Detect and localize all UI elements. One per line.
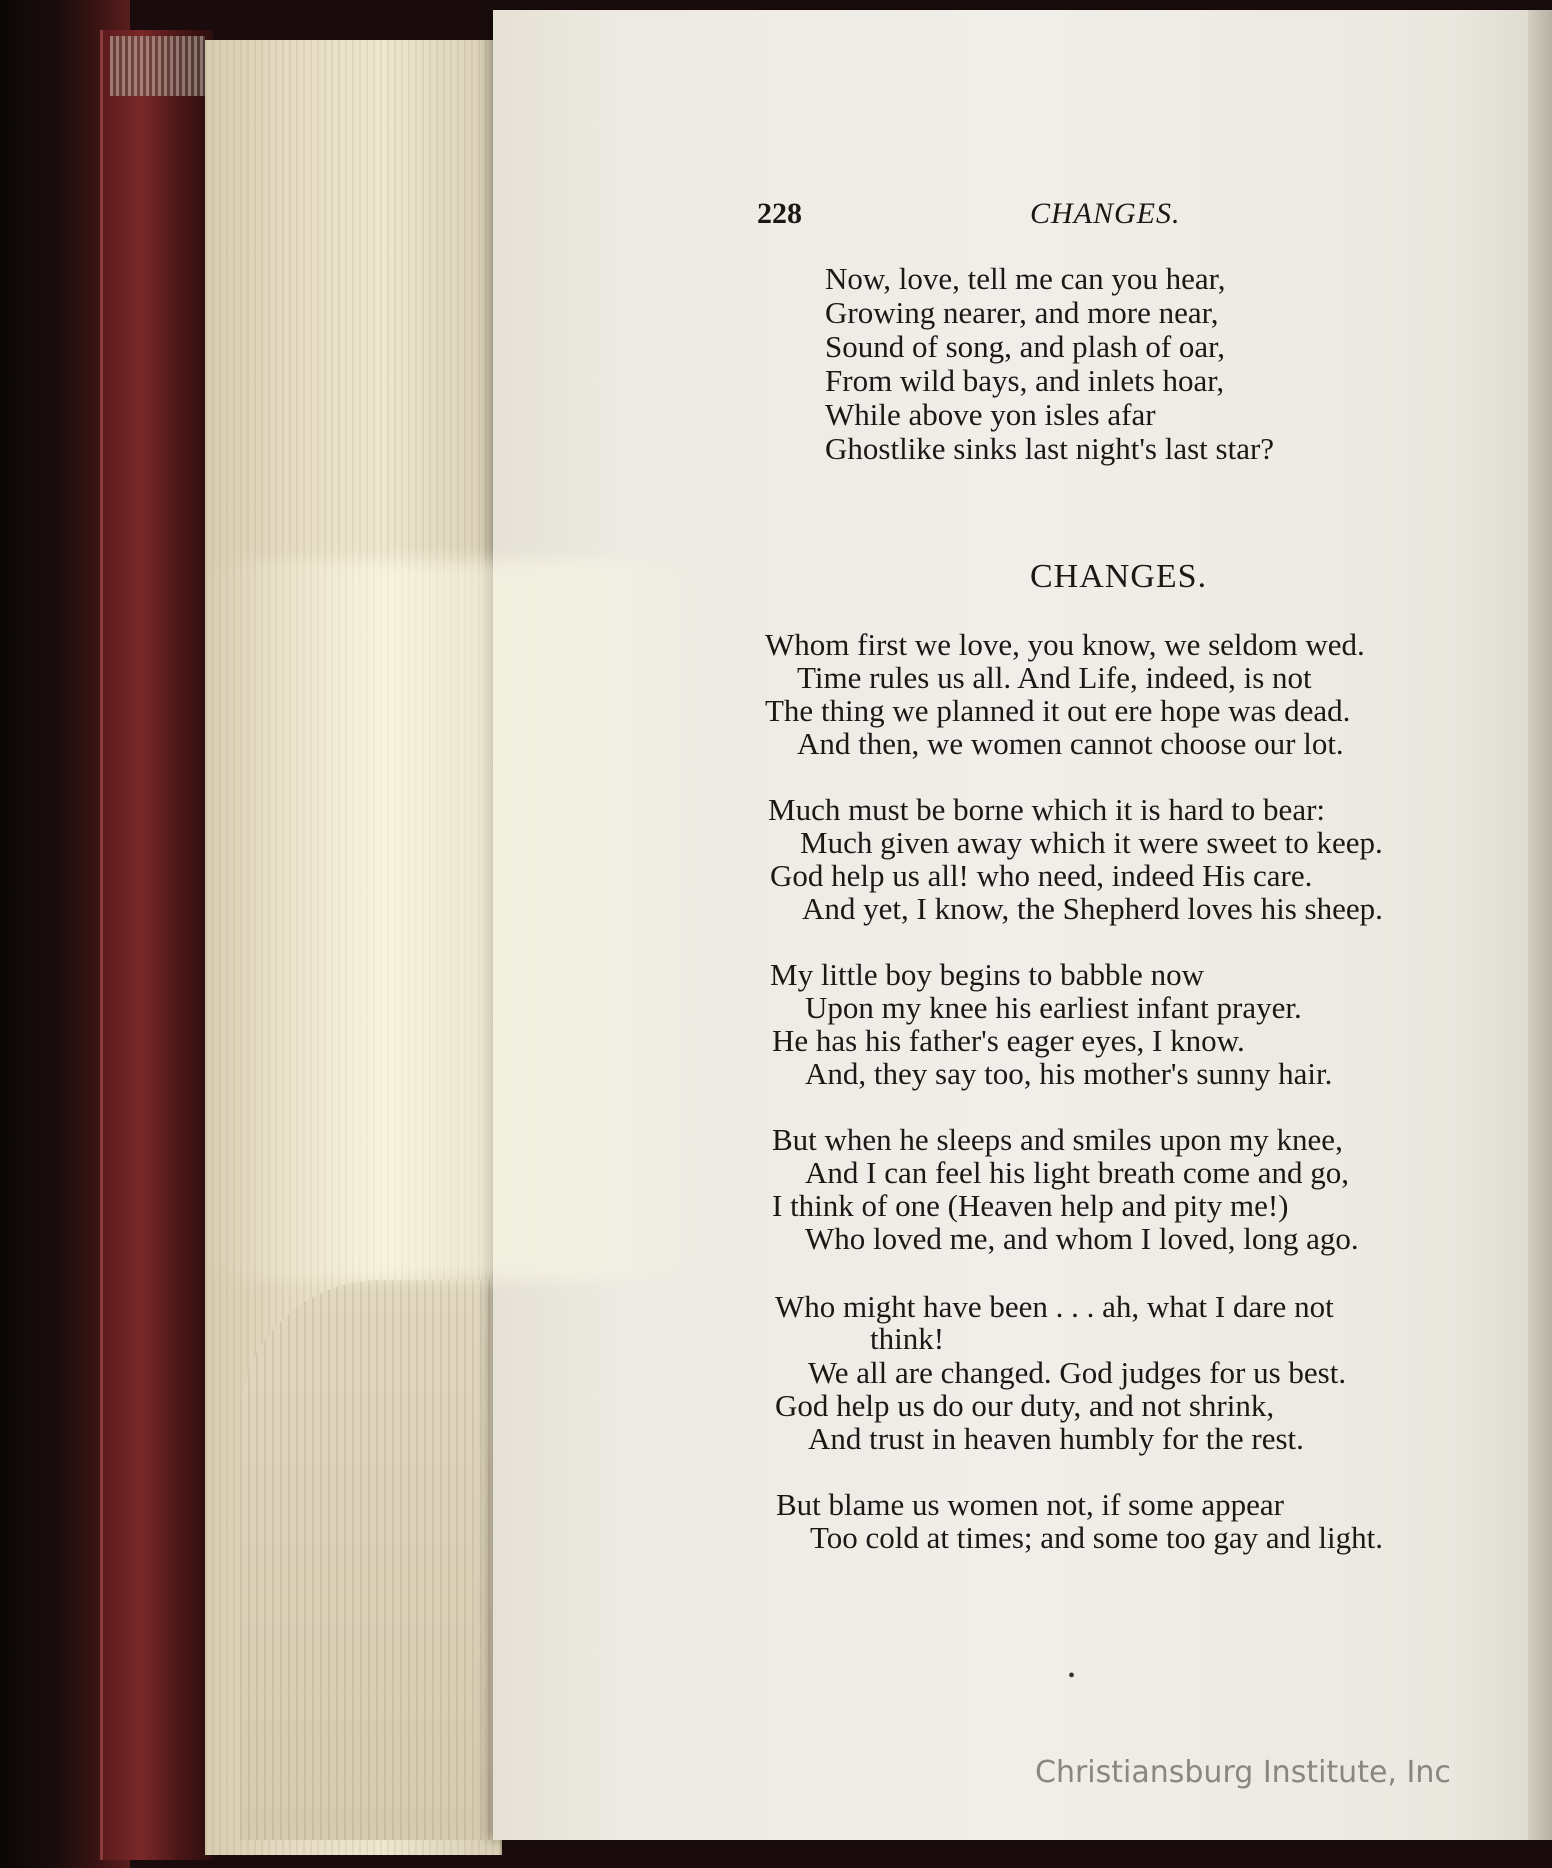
verse-line: Much must be borne which it is hard to bear: <box>768 792 1326 827</box>
poem-title: CHANGES. <box>1030 558 1208 595</box>
verse-line: Whom first we love, you know, we seldom wed. <box>765 627 1365 662</box>
verse-line: And then, we women cannot choose our lot. <box>797 726 1344 761</box>
verse-line: And I can feel his light breath come and go, <box>805 1155 1350 1190</box>
verse-line: Sound of song, and plash of oar, <box>825 329 1225 364</box>
verse-line: He has his father's eager eyes, I know. <box>772 1023 1245 1058</box>
book-binding <box>100 30 213 1860</box>
light-glare <box>205 560 725 1280</box>
page-number: 228 <box>757 197 802 230</box>
verse-line: But when he sleeps and smiles upon my knee, <box>772 1122 1343 1157</box>
running-title: CHANGES. <box>1030 197 1181 230</box>
verse-line: Who loved me, and whom I loved, long ago. <box>805 1221 1359 1256</box>
verse-line: Too cold at times; and some too gay and light. <box>810 1520 1383 1555</box>
page-curl <box>240 1280 510 1840</box>
page-right-edge <box>1528 10 1552 1840</box>
verse-line: The thing we planned it out ere hope was dead. <box>765 693 1351 728</box>
verse-line: My little boy begins to babble now <box>770 957 1204 992</box>
verse-line: Time rules us all. And Life, indeed, is not <box>797 660 1312 695</box>
verse-line: I think of one (Heaven help and pity me!) <box>772 1188 1289 1223</box>
verse-line: While above yon isles afar <box>825 397 1156 432</box>
verse-line: Growing nearer, and more near, <box>825 295 1219 330</box>
watermark: Christiansburg Institute, Inc <box>1035 1755 1451 1790</box>
verse-line: And yet, I know, the Shepherd loves his sheep. <box>802 891 1383 926</box>
ink-speck: • <box>1068 1665 1076 1687</box>
verse-line: We all are changed. God judges for us best. <box>808 1355 1347 1390</box>
verse-line: Now, love, tell me can you hear, <box>825 261 1226 296</box>
verse-line: God help us all! who need, indeed His care. <box>770 858 1313 893</box>
verse-line: But blame us women not, if some appear <box>776 1487 1284 1522</box>
verse-line: From wild bays, and inlets hoar, <box>825 363 1225 398</box>
verse-line: think! <box>870 1321 945 1356</box>
verse-line: Ghostlike sinks last night's last star? <box>825 431 1275 466</box>
verse-line: And, they say too, his mother's sunny hair. <box>805 1056 1333 1091</box>
verse-line: Much given away which it were sweet to keep. <box>800 825 1383 860</box>
worn-cover-edge <box>110 36 205 96</box>
verse-line: Upon my knee his earliest infant prayer. <box>805 990 1302 1025</box>
verse-line: God help us do our duty, and not shrink, <box>775 1388 1275 1423</box>
verse-line: Who might have been . . . ah, what I dare not <box>775 1289 1334 1324</box>
verse-line: And trust in heaven humbly for the rest. <box>808 1421 1304 1456</box>
